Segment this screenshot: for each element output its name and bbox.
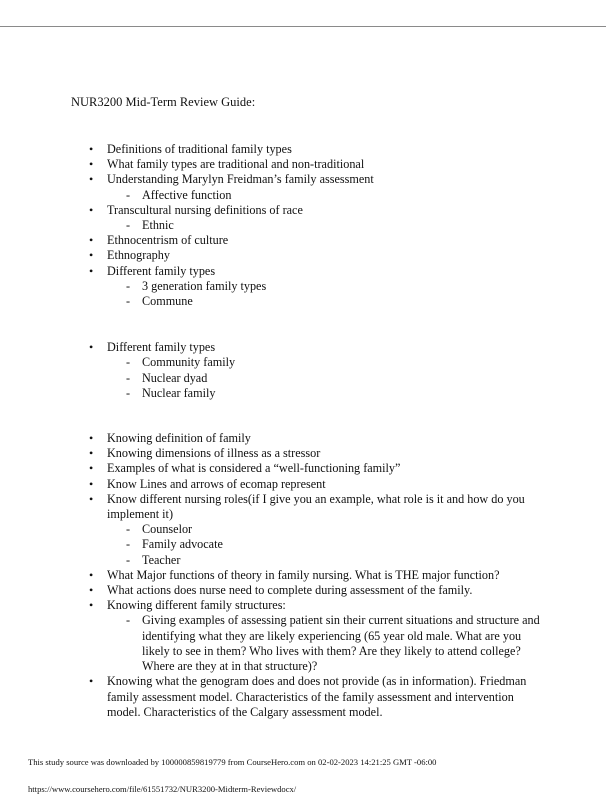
download-notice: This study source was downloaded by 100000859819779 from CourseHero.com on 02-02-2023 14:21:25 GMT -06:00: [28, 757, 437, 767]
bullet-item: • What actions does nurse need to complete during assessment of the family.: [107, 583, 547, 598]
bullet-item: • What family types are traditional and non-traditional: [107, 157, 547, 172]
bullet-item: • Definitions of traditional family types: [107, 142, 547, 157]
bullet-item: • Different family types: [107, 340, 547, 355]
bullet-item: • Understanding Marylyn Freidman’s family assessment: [107, 172, 547, 187]
bullet-item: • Examples of what is considered a “well-functioning family”: [107, 461, 547, 476]
bullet-item: • Know Lines and arrows of ecomap represent: [107, 477, 547, 492]
spacer: [107, 309, 547, 340]
source-url[interactable]: https://www.coursehero.com/file/61551732/NUR3200-Midterm-Reviewdocx/: [28, 784, 297, 794]
spacer: [107, 401, 547, 431]
bullet-item: • Knowing what the genogram does and does not provide (as in information). Friedman family assessment model. Characteristics of the family assessment and intervention model. Characteristics of the Calgary assessment model.: [107, 674, 547, 720]
list-group-1: [107, 142, 547, 309]
bullet-item: • Transcultural nursing definitions of race: [107, 203, 547, 218]
review-list: [107, 142, 547, 720]
bullet-item: • Knowing definition of family: [107, 431, 547, 446]
sub-item: - Affective function: [107, 188, 547, 203]
sub-item: - 3 generation family types: [107, 279, 547, 294]
sub-item: - Commune: [107, 294, 547, 309]
bullet-item: • Knowing dimensions of illness as a stressor: [107, 446, 547, 461]
bullet-item: • Ethnocentrism of culture: [107, 233, 547, 248]
list-group-3: [107, 431, 547, 720]
bullet-item: • Different family types: [107, 264, 547, 279]
bullet-item: • Knowing different family structures:: [107, 598, 547, 613]
document-title: NUR3200 Mid-Term Review Guide:: [71, 95, 256, 109]
sub-item: - Giving examples of assessing patient sin their current situations and structure and identifying what they are likely experiencing (65 year old male. What are you likely to see in them? Who lives with them? Are they likely to attend college? Where are they at in that structure)?: [107, 613, 547, 674]
sub-item: - Teacher: [107, 553, 547, 568]
sub-item: - Counselor: [107, 522, 547, 537]
sub-item: - Community family: [107, 355, 547, 370]
sub-item: - Ethnic: [107, 218, 547, 233]
sub-item: - Nuclear dyad: [107, 371, 547, 386]
sub-item: - Family advocate: [107, 537, 547, 552]
bullet-item: • What Major functions of theory in family nursing. What is THE major function?: [107, 568, 547, 583]
bullet-item: • Know different nursing roles(if I give you an example, what role is it and how do you implement it): [107, 492, 547, 522]
top-rule: [0, 26, 606, 27]
sub-item: - Nuclear family: [107, 386, 547, 401]
bullet-item: • Ethnography: [107, 248, 547, 263]
list-group-2: [107, 340, 547, 401]
